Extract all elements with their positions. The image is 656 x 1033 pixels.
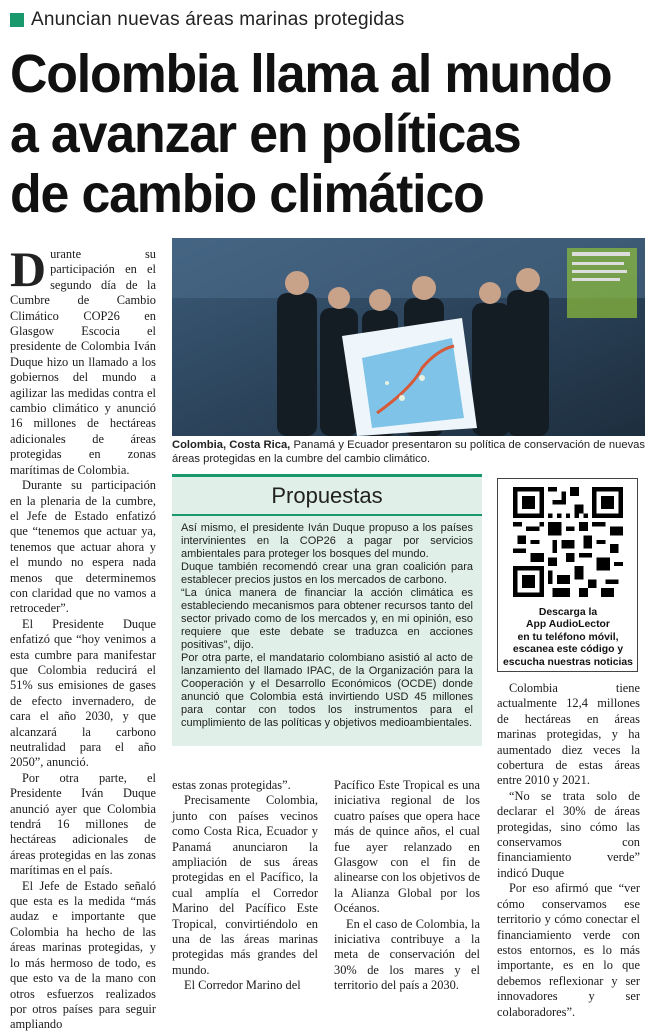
- qr-code-icon[interactable]: [513, 487, 623, 597]
- photo-caption: [172, 439, 645, 466]
- col3-paragraph-1: Pacífico Este Tropical es una iniciativa regional de los cuatro países que opera hace más de quince años, el cual fue ayer relanzado en Glasgow con el fin de alinearse con los objetivos de la Alianza Global por los Océanos.: [334, 778, 480, 916]
- kicker-square-icon: [10, 13, 24, 27]
- proposals-paragraph-4: Por otra parte, el mandatario colombiano asistió al acto de lanzamiento del llamado IPAC, de la Organización para la Cooperación y el Desarrollo Económicos (OCDE) donde anunció que Colombia está invirtiendo USD 45 millones para contar con todos los instrumentos para el cumplimiento de las políticas y objetivos medioambientales.: [181, 652, 473, 729]
- qr-line-4: escanea este código y: [512, 644, 624, 656]
- proposals-title: Propuestas: [271, 483, 383, 508]
- col1-paragraph-4: Por otra parte, el Presidente Iván Duque anunció ayer que Colombia tendrá 16 millones de hectáreas adicionales de áreas protegidas en las zonas marítimas en el país.: [10, 770, 156, 878]
- qr-line-1: Descarga la: [538, 607, 598, 618]
- article-column-1: [10, 241, 156, 1033]
- qr-line-5: escucha nuestras noticias: [503, 656, 633, 668]
- col1-paragraph-5: El Jefe de Estado señaló que esta es la medida “más audaz e importante que Colombia ha hecho de las áreas marinas protegidas, y lo más hermoso de todo, es que esto va de la mano con otros esfuerzos realizados por otros países para seguir ampliando: [10, 878, 156, 1032]
- col4-paragraph-1: Colombia tiene actualmente 12,4 millones de hectáreas en áreas marinas protegidas, y ha aumentado diez veces la cobertura de estas áreas entre 2010 y 2021.: [497, 681, 640, 788]
- article-column-3: [334, 778, 480, 994]
- headline: [10, 44, 624, 224]
- article-column-4: [497, 681, 640, 1020]
- qr-line-2: App AudioLector: [526, 619, 610, 631]
- proposals-paragraph-2: Duque también recomendó crear una gran coalición para establecer precios justos en los mercados de carbono.: [181, 561, 473, 586]
- col2-paragraph-2: Precisamente Colombia, junto con países vecinos como Costa Rica, Ecuador y Panamá anunciaron la ampliación de sus áreas protegidas en el Pacífico, la cual amplía el Corredor Marino del Pacífico Este Tropical, convirtiéndolo en una de las áreas marinas protegidas más grandes del mundo.: [172, 793, 318, 977]
- headline-line-1: Colombia llama al mundo: [10, 44, 612, 104]
- col2-paragraph-3: El Corredor Marino del: [184, 978, 301, 993]
- photo-illustration: [172, 238, 645, 436]
- col1-paragraph-3: El Presidente Duque enfatizó que “hoy venimos a esta cumbre para manifestar que Colombia reducirá el 51% sus emisiones de gases de efecto invernadero, de cara el año 2030, y que alcanzará la carbono neutralidad para el año 2050”, anunció.: [10, 616, 156, 770]
- proposals-rule: [172, 514, 482, 516]
- col4-paragraph-2: “No se trata solo de declarar el 30% de áreas protegidas, sino cómo las conservamos con financiamiento verde” indicó Duque: [497, 788, 640, 880]
- col1-paragraph-2: Durante su participación en la plenaria de la cumbre, el Jefe de Estado enfatizó que “tenemos que actuar ya, tenemos que actuar ahora y el mundo no espera nada menos que determinemos con claridad que no vamos a retroceder”.: [10, 478, 156, 616]
- qr-line-3: en tu teléfono móvil,: [517, 631, 619, 643]
- headline-line-2: a avanzar en políticas: [10, 104, 521, 164]
- proposals-paragraph-1: Así mismo, el presidente Iván Duque propuso a los países intervinientes en la COP26 a pagar por servicios ambientales para proteger los bosques del mundo.: [181, 522, 473, 560]
- photo-leaders-holding-map: [172, 238, 645, 436]
- headline-line-3: de cambio climático: [10, 164, 484, 224]
- section-kicker: [10, 8, 404, 32]
- article-column-2: [172, 778, 318, 994]
- caption-text: Panamá y Ecuador presentaron su política de conservación de nuevas áreas protegidas en la cumbre del cambio climático.: [172, 439, 645, 465]
- caption-bold: Colombia, Costa Rica,: [172, 439, 291, 451]
- proposals-body: [172, 520, 482, 730]
- col3-paragraph-2: En el caso de Colombia, la iniciativa contribuye a la meta de conservación del 30% de los mares y el territorio del país a 2030.: [334, 916, 480, 993]
- proposals-paragraph-3: “La única manera de financiar la acción climática es estableciendo mecanismos para obtener recursos tanto del sector privado como de los mercados y, en mi opinión, eso requiere que este debate se traduzca en acciones positivas”, dijo.: [181, 587, 473, 651]
- qr-instructions: [500, 607, 636, 669]
- col4-paragraph-3: Por eso afirmó que “ver cómo conservamos ese territorio y cómo conectar el financiamiento verde con estos entornos, es lo más importante, es en lo que debemos reflexionar y ser innovadores y ser colaboradores”.: [497, 881, 640, 1019]
- proposals-box: [172, 474, 482, 746]
- col2-paragraph-1: estas zonas protegidas”.: [172, 778, 291, 792]
- drop-cap: D: [10, 241, 47, 297]
- kicker-text: Anuncian nuevas áreas marinas protegidas: [31, 9, 405, 30]
- qr-promo-box[interactable]: [497, 478, 638, 672]
- col1-paragraph-1: urante su participación en el segundo día de la Cumbre de Cambio Climático COP26 en Glasgow Escocia el presidente de Colombia Iván Duque hizo un llamado a los gobiernos del mundo a agilizar las medidas contra el cambio climático y anunció 16 millones de hectáreas adicionales de áreas protegidas en zonas marítimas de Colombia.: [10, 247, 156, 477]
